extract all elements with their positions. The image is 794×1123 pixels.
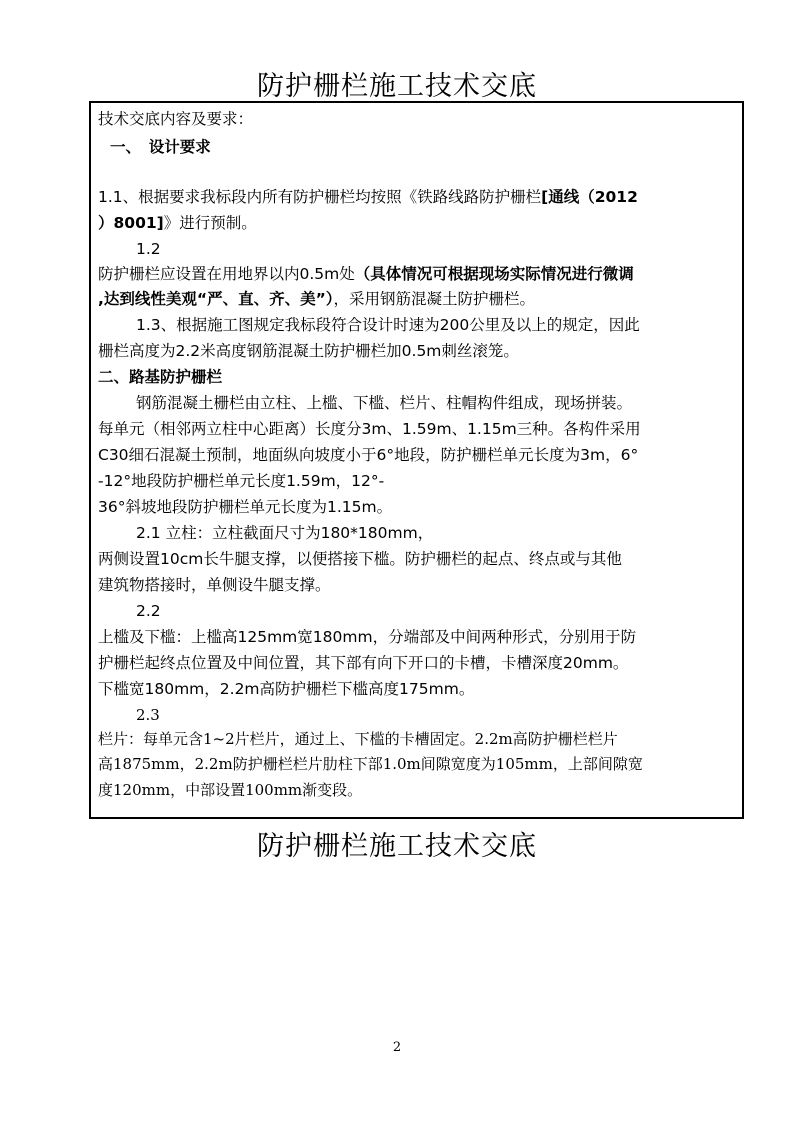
disclosure-content-box: [89, 101, 744, 819]
paragraph-2-2-line-2: 护栅栏起终点位置及中间位置，其下部有向下开口的卡槽，卡槽深度20mm。: [98, 654, 629, 672]
intro-label: 技术交底内容及要求：: [98, 110, 254, 128]
paragraph-1-3-line-1: 1.3、根据施工图规定我标段符合设计时速为200公里及以上的规定，因此: [136, 316, 640, 334]
text-span: ，采用钢筋混凝土防护栅栏。: [333, 290, 536, 308]
section-2-line-2: 每单元（相邻两立柱中心距离）长度分3m、1.59m、1.15m三种。各构件采用: [98, 420, 641, 438]
text-span: （具体情况可根据现场实际情况进行微调: [354, 265, 634, 283]
section-1-heading: 一、 设计要求: [110, 138, 211, 156]
paragraph-1-2-number: 1.2: [136, 240, 161, 258]
section-2-line-5: 36°斜坡地段防护栅栏单元长度为1.15m。: [98, 498, 393, 516]
paragraph-2-1-line-1: 2.1 立柱：立柱截面尺寸为180*180mm，: [136, 524, 434, 542]
paragraph-2-3-line-1: 栏片：每单元含1~2片栏片，通过上、下槛的卡槽固定。2.2m高防护栅栏栏片: [98, 730, 618, 748]
section-2-heading: 二、路基防护栅栏: [98, 368, 223, 386]
page-title: 防护栅栏施工技术交底: [257, 71, 537, 102]
page-title-repeat: 防护栅栏施工技术交底: [257, 831, 537, 862]
paragraph-1-3-line-2: 栅栏高度为2.2米高度钢筋混凝土防护栅栏加0.5m刺丝滚笼。: [98, 342, 519, 360]
text-span: ）8001]: [98, 214, 164, 232]
text-span: ,达到线性美观“严、直、齐、美”）: [98, 290, 334, 308]
paragraph-2-2-number: 2.2: [136, 602, 161, 620]
text-span: [通线（2012: [541, 188, 638, 206]
paragraph-2-1-line-3: 建筑物搭接时，单侧设牛腿支撑。: [98, 576, 331, 594]
paragraph-2-2-line-1: 上槛及下槛：上槛高125mm宽180mm，分端部及中间两种形式，分别用于防: [98, 628, 637, 646]
section-2-line-4: -12°地段防护栅栏单元长度1.59m，12°-: [98, 472, 385, 490]
paragraph-2-3-line-3: 度120mm，中部设置100mm渐变段。: [98, 781, 363, 799]
text-span: 1.1、根据要求我标段内所有防护栅栏均按照《铁路线路防护栅栏: [98, 188, 542, 206]
section-2-line-3: C30细石混凝土预制，地面纵向坡度小于6°地段，防护栅栏单元长度为3m，6°: [98, 446, 639, 464]
section-2-line-1: 钢筋混凝土栅栏由立柱、上槛、下槛、栏片、柱帽构件组成，现场拼装。: [136, 394, 633, 412]
paragraph-1-1-line-2: [98, 211, 257, 235]
paragraph-1-1-line-1: [98, 185, 638, 209]
paragraph-2-2-line-3: 下槛宽180mm，2.2m高防护栅栏下槛高度175mm。: [98, 680, 475, 698]
paragraph-2-3-line-2: 高1875mm，2.2m防护栅栏栏片肋柱下部1.0m间隙宽度为105mm，上部间隙宽: [98, 755, 643, 773]
page-number: 2: [392, 1040, 402, 1055]
paragraph-1-2-line-1: [98, 262, 634, 286]
paragraph-2-3-number: 2.3: [136, 706, 160, 724]
paragraph-2-1-line-2: 两侧设置10cm长牛腿支撑，以便搭接下槛。防护栅栏的起点、终点或与其他: [98, 550, 622, 568]
paragraph-1-2-line-2: [98, 287, 535, 311]
text-span: 》进行预制。: [163, 214, 257, 232]
text-span: 防护栅栏应设置在用地界以内0.5m处: [98, 265, 355, 283]
